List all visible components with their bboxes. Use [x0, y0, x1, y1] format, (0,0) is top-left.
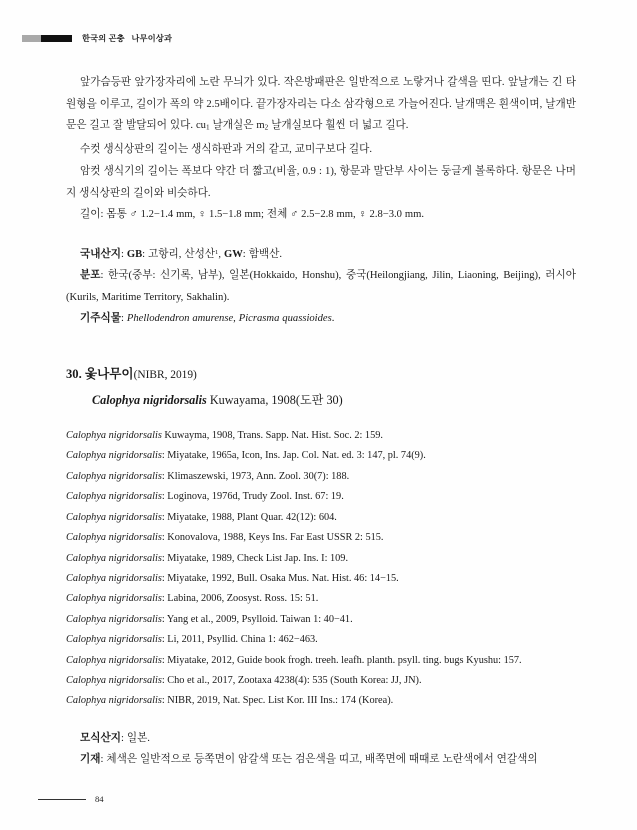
paragraph-hostplants: [66, 308, 576, 330]
page-number: 84: [95, 794, 104, 804]
paragraph-1-text-b: 날개실은: [209, 120, 257, 132]
synonymy-entry: [66, 671, 576, 691]
synonymy-entry-name: Calophya nigridorsalis: [66, 430, 162, 442]
hostplant-species-names: Phellodendron amurense, Picrasma quassioides: [126, 313, 332, 325]
page-content: [66, 72, 576, 771]
synonymy-entry-citation: : Yang et al., 2009, Psylloid. Taiwan 1: 40−41.: [161, 613, 353, 625]
synonymy-entry-citation: : Miyatake, 1988, Plant Quar. 42(12): 604.: [161, 511, 337, 523]
vein-label-cu-subscript: 1: [205, 123, 210, 132]
synonymy-entry: [66, 589, 576, 609]
synonymy-entry: [66, 691, 576, 711]
header-book-title: 한국의 곤충: [82, 33, 125, 43]
type-locality-label: 모식산지: [80, 732, 121, 744]
synonymy-entry-name: Calophya nigridorsalis: [66, 532, 162, 544]
header-rule-decoration: [22, 35, 72, 42]
synonymy-entry: [66, 426, 576, 446]
synonymy-entry-name: Calophya nigridorsalis: [66, 634, 162, 646]
spacer-before-species-heading: [66, 330, 576, 360]
synonymy-entry: [66, 508, 576, 528]
footer-rule-decoration: [38, 799, 86, 800]
measurements-values: ♂ 1.2−1.4 mm, ♀ 1.5−1.8 mm; 전체 ♂ 2.5−2.8 mm, ♀ 2.8−3.0 mm.: [129, 209, 425, 221]
synonymy-entry: [66, 610, 576, 630]
description-label: 기재: [80, 754, 101, 766]
page-footer: [38, 794, 104, 804]
synonymy-entry-citation: : Miyatake, 1989, Check List Jap. Ins. I: 109.: [161, 552, 349, 564]
synonymy-entry-citation: : Konovalova, 1988, Keys Ins. Far East USSR 2: 515.: [161, 532, 384, 544]
spacer-after-measurements: [66, 226, 576, 242]
paragraph-domestic-localities: [66, 242, 576, 266]
synonymy-entry-citation: : Klimaszewski, 1973, Ann. Zool. 30(7): 188.: [161, 470, 350, 482]
paragraph-description: [66, 749, 576, 771]
gb-footnote-marker: 1: [215, 248, 219, 256]
synonymy-entry-name: Calophya nigridorsalis: [66, 613, 162, 625]
synonymy-entry-citation: : Loginova, 1976d, Trudy Zool. Inst. 67: 19.: [161, 491, 344, 503]
hostplant-period: .: [331, 313, 335, 325]
hostplant-label: 기주식물: [80, 313, 121, 325]
synonymy-entry-citation: : Labina, 2006, Zoosyst. Ross. 15: 51.: [161, 593, 319, 605]
species-scientific-name: Calophya nigridorsalis: [92, 393, 207, 408]
synonymy-entry-name: Calophya nigridorsalis: [66, 593, 162, 605]
paragraph-type-locality: [66, 728, 576, 750]
gb-sites: : 고항리, 산성산: [142, 248, 216, 260]
distribution-label: 분포: [80, 270, 101, 282]
synonymy-entry-citation: : Li, 2011, Psyllid. China 1: 462−463.: [161, 634, 318, 646]
header-spacer: [125, 34, 132, 43]
paragraph-measurements: [66, 204, 576, 226]
species-heading-block: [66, 364, 576, 410]
gw-sites: : 함백산.: [242, 248, 283, 260]
running-header: [22, 30, 615, 46]
synonymy-entry-citation: : Miyatake, 1965a, Icon, Ins. Jap. Col. Nat. ed. 3: 147, pl. 74(9).: [161, 450, 426, 462]
synonymy-entry-name: Calophya nigridorsalis: [66, 450, 162, 462]
synonymy-entry: [66, 651, 576, 671]
paragraph-1-text-c: 날개실보다 훨씬 더 넓고 길다.: [268, 120, 409, 132]
vein-label-m-subscript: 2: [264, 123, 269, 132]
synonymy-entry-name: Calophya nigridorsalis: [66, 470, 162, 482]
synonymy-entry-name: Calophya nigridorsalis: [66, 572, 162, 584]
synonymy-entry-citation: : Cho et al., 2017, Zootaxa 4238(4): 535 (South Korea: JJ, JN).: [161, 674, 422, 686]
synonymy-entry-name: Calophya nigridorsalis: [66, 674, 162, 686]
paragraph-male-genitalia: 수컷 생식상판의 길이는 생식하판과 거의 같고, 교미구보다 길다.: [80, 144, 373, 156]
species-heading-line-korean: [66, 364, 576, 385]
paragraph-1-text-a: 앞가슴등판 앞가장자리에 노란 무늬가 있다. 작은방패판은 일반적으로 노랗거나 갈색을 띤다. 앞날개는 긴 타원형을 이루고, 길이가 폭의 약 2.5배이다. 끝가장자리는 다소 삼각형으로 가늘어진다. 날개맥은 흰색이며, 날개반문은 길고 잘 발달되어 있다.: [66, 77, 576, 132]
synonymy-entry: [66, 487, 576, 507]
synonymy-entry: [66, 630, 576, 650]
paragraph-morphology-forewing: [66, 72, 576, 139]
synonymy-entry-name: Calophya nigridorsalis: [66, 511, 162, 523]
synonymy-entry-citation: : NIBR, 2019, Nat. Spec. List Kor. III Ins.: 174 (Korea).: [161, 695, 394, 707]
domestic-separator: :: [120, 248, 127, 260]
synonymy-entry-citation: : Miyatake, 2012, Guide book frogh. treeh. leafh. planth. psyll. ting. bugs Kyushu: 157.: [161, 654, 522, 666]
hostplant-separator: :: [120, 313, 127, 325]
measurements-label: 길이: 몸통: [80, 209, 130, 221]
spacer-before-description: [66, 712, 576, 728]
header-section-title: 나무이상과: [131, 33, 173, 43]
species-reference-citation: (NIBR, 2019): [133, 369, 197, 382]
paragraph-distribution: [66, 265, 576, 308]
species-plate-reference: (도판 30): [295, 393, 343, 408]
species-korean-name: 옻나무이: [84, 367, 134, 382]
synonymy-entry-citation: : Miyatake, 1992, Bull. Osaka Mus. Nat. Hist. 46: 14−15.: [161, 572, 399, 584]
synonymy-entry-citation: Kuwayma, 1908, Trans. Sapp. Nat. Hist. Soc. 2: 159.: [161, 430, 383, 442]
species-number: 30.: [66, 367, 82, 382]
gw-prefix: ,: [218, 248, 224, 260]
synonymy-entry: [66, 528, 576, 548]
synonymy-entry: [66, 549, 576, 569]
synonymy-entry: [66, 569, 576, 589]
synonymy-entry: [66, 446, 576, 466]
province-code-gb: GB: [126, 248, 143, 260]
synonymy-entry-name: Calophya nigridorsalis: [66, 654, 162, 666]
type-locality-text: : 일본.: [120, 732, 150, 744]
species-heading-line-scientific: [66, 390, 576, 410]
synonymy-entry-name: Calophya nigridorsalis: [66, 695, 162, 707]
domestic-localities-label: 국내산지: [80, 248, 121, 260]
distribution-text: : 한국(중부: 신기록, 남부), 일본(Hokkaido, Honshu), 중국(Heilongjiang, Jilin, Liaoning, Beijing), 러시아(Kurils, Maritime Territory, Sakhalin).: [66, 270, 576, 303]
synonymy-entry: [66, 467, 576, 487]
vein-label-m: m: [256, 120, 265, 132]
description-text: : 체색은 일반적으로 등쪽면이 암갈색 또는 검은색을 띠고, 배쪽면에 때때로 노란색에서 연갈색의: [100, 754, 538, 766]
synonymy-entry-name: Calophya nigridorsalis: [66, 552, 162, 564]
species-authority: Kuwayama, 1908: [206, 393, 296, 408]
paragraph-female-genitalia: 암컷 생식기의 길이는 폭보다 약간 더 짧고(비율, 0.9 : 1), 항문과 말단부 사이는 둥글게 볼록하다. 항문은 나머지 생식상판의 길이와 비슷하다.: [66, 165, 576, 199]
province-code-gw: GW: [223, 248, 243, 260]
synonymy-list: [66, 426, 576, 712]
vein-label-cu: cu: [195, 120, 206, 132]
synonymy-entry-name: Calophya nigridorsalis: [66, 491, 162, 503]
